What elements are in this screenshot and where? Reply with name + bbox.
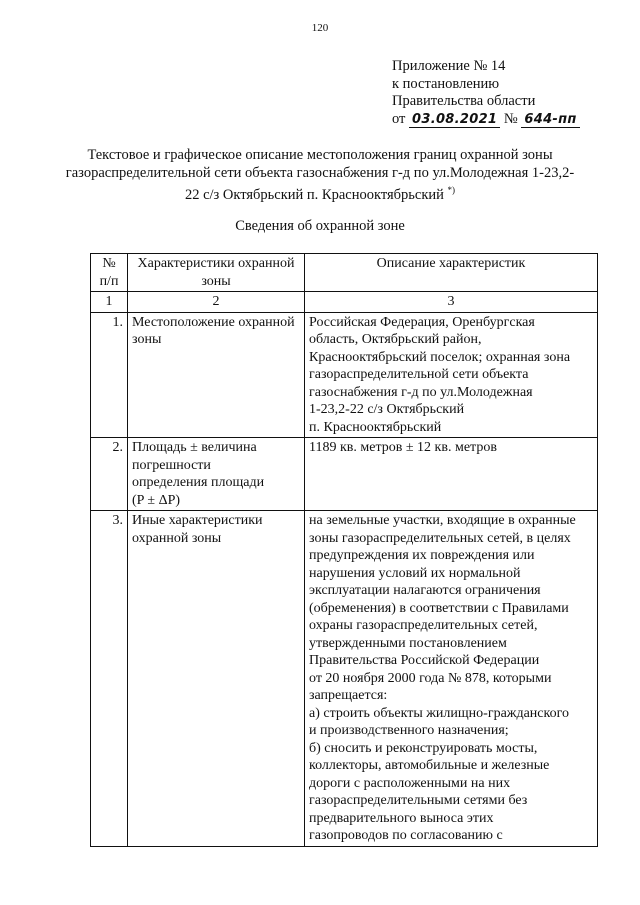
row-num: 3.	[91, 511, 128, 847]
appendix-date-line	[392, 111, 580, 129]
section-title: Сведения об охранной зоне	[235, 218, 405, 234]
document-title	[60, 147, 580, 204]
handwritten-date: 03.08.2021	[409, 113, 500, 128]
row-description: 1189 кв. метров ± 12 кв. метров	[305, 438, 598, 511]
row-characteristic: Иные характеристики охранной зоны	[128, 511, 305, 847]
header-description	[305, 254, 598, 292]
row-characteristic: Местоположение охранной зоны	[128, 312, 305, 438]
protection-zone-table	[90, 253, 598, 847]
date-prefix: от	[392, 110, 406, 127]
header-num-text: № п/п	[99, 256, 119, 289]
row-characteristic: Площадь ± величина погрешности определения площади (P ± ΔP)	[128, 438, 305, 511]
header-characteristic	[128, 254, 305, 292]
appendix-line-3: Правительства области	[392, 93, 536, 109]
footnote-mark: *)	[447, 185, 456, 195]
page-number: 120	[311, 22, 329, 34]
handwritten-number: 644-пп	[521, 113, 579, 128]
appendix-block	[392, 58, 580, 128]
column-number-row	[91, 292, 598, 313]
number-prefix: №	[503, 110, 518, 127]
table-row	[91, 312, 598, 438]
column-number: 1	[91, 292, 128, 313]
row-num: 1.	[91, 312, 128, 438]
appendix-line-1: Приложение № 14	[392, 58, 506, 74]
document-title-text: Текстовое и графическое описание местоположения границ охранной зоны газораспределительной сети объекта газоснабжения г-д по ул.Молодежная 1-23,2-22 с/з Октябрьский п. Краснооктябрьский	[65, 147, 575, 203]
table-row	[91, 438, 598, 511]
row-num: 2.	[91, 438, 128, 511]
header-description-text: Описание характеристик	[376, 256, 526, 271]
row-description: на земельные участки, входящие в охранные зоны газораспределительных сетей, в целях предупреждения их повреждения или нарушения условий их нормальной эксплуатации налагаются ограничения (обременения) в соответствии с Правилами охраны газораспределительных сетей, утвержденными постановлением Правительства Российской Федерации от 20 ноября 2000 года № 878, которыми запрещается: а) строить объекты жилищно-гражданского и производственного назначения; б) сносить и реконструировать мосты, коллекторы, автомобильные и железные дороги с расположенными на них газораспределительными сетями без предварительного выноса этих газопроводов по согласованию с	[305, 511, 598, 847]
row-description: Российская Федерация, Оренбургская область, Октябрьский район, Краснооктябрьский поселок; охранная зона газораспределительной сети объекта газоснабжения г-д по ул.Молодежная 1-23,2-22 с/з Октябрьский п. Краснооктябрьский	[305, 312, 598, 438]
column-number: 2	[128, 292, 305, 313]
header-characteristic-text: Характеристики охранной зоны	[137, 256, 295, 289]
header-num	[91, 254, 128, 292]
appendix-line-2: к постановлению	[392, 75, 500, 92]
table-header-row	[91, 254, 598, 292]
column-number: 3	[305, 292, 598, 313]
table-row	[91, 511, 598, 847]
